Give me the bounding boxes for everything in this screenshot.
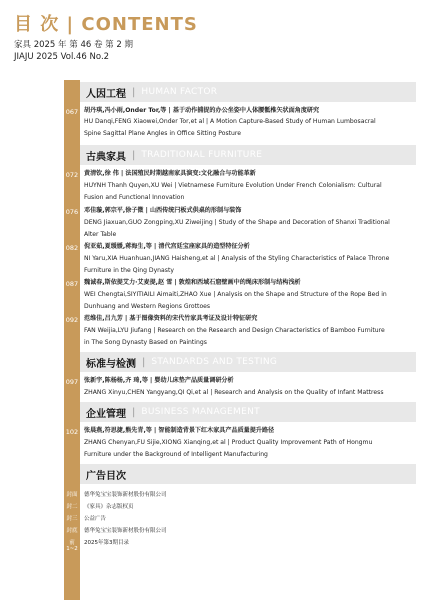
ad-advertiser[interactable]: 公益广告 [84,516,107,522]
article-title-cn[interactable]: 胡丹琪,冯小雨,Onder Tor,等 | 基于动作捕捉的办公坐姿中人体腰骶椎矢状面角度研究 [84,107,320,114]
page-number-sidebar [64,80,80,600]
article-page-number: 082 [65,244,79,252]
article-title-en[interactable]: HUYNH Thanh Quyen,XU Wei | Vietnamese Furniture Evolution Under French Colonialism: Cultural [84,182,382,189]
ad-advertiser[interactable]: 德华兔宝宝装饰新材股份有限公司 [84,492,167,498]
section-title-en: STANDARDS AND TESTING [151,357,278,367]
section-divider: | [132,149,136,161]
article-title-en-cont[interactable]: Alter Table [84,231,117,238]
section-header-standards-testing [80,352,416,372]
article-title-en[interactable]: NI Yaru,XIA Huanhuan,JIANG Haisheng,et al | Analysis of the Styling Characteristics of Palace Throne [84,255,390,262]
article-title-cn[interactable]: 邓佳璇,郭宗平,徐子微 | 山西传统闩板式供桌的形制与装饰 [84,207,242,214]
section-title-cn: 人因工程 [86,88,126,100]
article-title-en-cont[interactable]: Furniture under the Background of Intelligent Manufacturing [84,451,268,458]
article-title-en[interactable]: WEI Chengtai,SIYITIAILI Aimaiti,ZHAO Xue | Analysis on the Shape and Structure of the Rope Bed in [84,291,387,298]
ad-position-label: 封面 [66,492,78,498]
ad-position-label: 前1~2 [66,540,78,552]
section-title-en: BUSINESS MANAGEMENT [141,407,260,417]
ad-advertiser[interactable]: 《家具》杂志版权页 [84,504,134,510]
article-title-cn[interactable]: 黄清钦,徐 伟 | 法国殖民时期越南家具演变:文化融合与功能革新 [84,170,256,177]
section-header-human-factor [80,82,416,102]
page-title: 目 次 | CONTENTS [14,14,198,35]
article-title-en-cont[interactable]: Furniture in the Qing Dynasty [84,267,174,274]
section-title-cn: 标准与检测 [86,358,136,370]
issue-info-en: JIAJU 2025 Vol.46 No.2 [14,52,110,62]
section-divider: | [132,86,136,98]
ad-position-label: 封底 [66,528,78,534]
article-title-en[interactable]: FAN Weijia,LYU Jiufang | Research on the Research and Design Characteristics of Bamboo Furniture [84,327,385,334]
article-title-cn[interactable]: 范维佳,吕九芳 | 基于图像资料的宋代竹家具考证及设计特征研究 [84,315,258,322]
article-title-en-cont[interactable]: Fusion and Functional Innovation [84,194,185,201]
article-page-number: 102 [65,428,79,436]
section-divider: | [142,356,146,368]
article-page-number: 097 [65,378,79,386]
article-title-en-cont[interactable]: Spine Sagittal Plane Angles in Office Sitting Posture [84,130,242,137]
section-header-ads [80,464,416,484]
article-page-number: 087 [65,280,79,288]
article-title-cn[interactable]: 魏诚春,斯依提艾力·艾麦提,赵 雪 | 敦煌和西域石窟壁画中的绳床形制与结构浅析 [84,279,301,286]
ad-position-label: 封二 [66,504,78,510]
article-title-cn[interactable]: 张新宇,陈杨杨,齐 琦,等 | 婴幼儿床垫产品质量调研分析 [84,377,234,384]
article-title-en-cont[interactable]: Dunhuang and Western Regions Grottoes [84,303,211,310]
issue-info-cn: 家具 2025 年 第 46 卷 第 2 期 [14,40,133,50]
section-title-en: TRADITIONAL FURNITURE [141,150,263,160]
ad-advertiser[interactable]: 2025年第3期目录 [84,540,129,546]
section-header-traditional-furniture [80,145,416,165]
section-title-en: HUMAN FACTOR [141,87,218,97]
article-page-number: 067 [65,108,79,116]
article-title-en[interactable]: ZHANG Chenyan,FU Sijie,XIONG Xianqing,et al | Product Quality Improvement Path of Hongmu [84,439,373,446]
article-title-en[interactable]: ZHANG Xinyu,CHEN Yangyang,QI Qi,et al | Research and Analysis on the Quality of Infant Mattress [84,389,384,396]
ad-position-label: 封三 [66,516,78,522]
article-title-en-cont[interactable]: in The Song Dynasty Based on Paintings [84,339,207,346]
section-divider: | [132,406,136,418]
article-title-cn[interactable]: 倪亚茹,夏缓媛,蒋海生,等 | 清代宫廷宝座家具的造型特征分析 [84,243,250,250]
section-title-cn: 广告目次 [86,470,126,482]
article-page-number: 072 [65,171,79,179]
article-title-en[interactable]: HU Danqi,FENG Xiaowei,Onder Tor,et al | A Motion Capture-Based Study of Human Lumbosacral [84,118,376,125]
section-title-cn: 企业管理 [86,408,126,420]
article-title-en[interactable]: DENG Jiaxuan,GUO Zongping,XU Ziweijing | Study of the Shape and Decoration of Shanxi Traditional [84,219,390,226]
article-page-number: 076 [65,208,79,216]
ad-advertiser[interactable]: 德华兔宝宝装饰新材股份有限公司 [84,528,167,534]
article-page-number: 092 [65,316,79,324]
section-title-cn: 古典家具 [86,151,126,163]
article-title-cn[interactable]: 张晨燕,符思捷,熊先青,等 | 智能制造背景下红木家具产品质量提升路径 [84,427,275,434]
section-header-business-management [80,402,416,422]
